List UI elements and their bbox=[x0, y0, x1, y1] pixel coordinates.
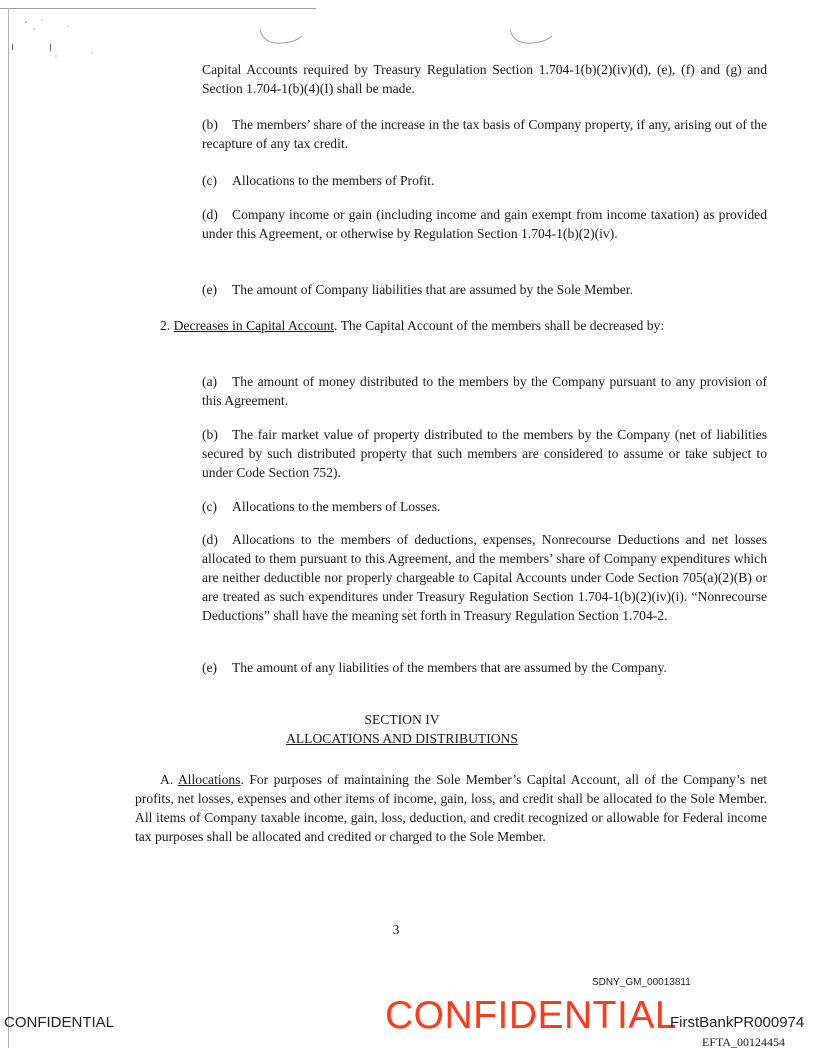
decrease-item-e bbox=[202, 658, 767, 677]
item-text: The amount of any liabilities of the members that are assumed by the Company. bbox=[232, 660, 667, 675]
binding-hole-mark bbox=[508, 24, 554, 46]
continuation-paragraph: Capital Accounts required by Treasury Regulation Section 1.704-1(b)(2)(iv)(d), (e), (f) and (g) and Section 1.704-1(b)(4)(I) shall be made. bbox=[202, 62, 767, 96]
decreases-title: Decreases in Capital Account bbox=[173, 318, 335, 333]
item-label: (e) bbox=[202, 660, 218, 675]
increase-item-c bbox=[202, 171, 767, 190]
increase-item-e bbox=[202, 280, 767, 299]
item-label: (a) bbox=[202, 374, 218, 389]
item-label: (c) bbox=[202, 173, 218, 188]
item-label: (e) bbox=[202, 282, 218, 297]
allocations-title: Allocations bbox=[177, 772, 241, 787]
item-text: The amount of Company liabilities that are assumed by the Sole Member. bbox=[232, 282, 633, 297]
item-text: Allocations to the members of Losses. bbox=[232, 499, 441, 514]
allocations-text: For purposes of maintaining the Sole Member’s Capital Account, all of the Company’s net profits, net losses, expenses and other items of income, gain, loss, and credit shall be allocated to the Sole Member. All items of Company taxable income, gain, loss, deduction, and credit recognized or allowable for Federal income tax purposes shall be allocated and credited or charged to the Sole Member. bbox=[135, 772, 768, 844]
item-text: Allocations to the members of Profit. bbox=[232, 173, 435, 188]
decrease-item-d bbox=[202, 530, 767, 625]
allocations-letter: A. bbox=[160, 772, 174, 787]
section-title: ALLOCATIONS AND DISTRIBUTIONS bbox=[286, 731, 518, 746]
item-label: (c) bbox=[202, 499, 218, 514]
binding-hole-mark bbox=[258, 24, 304, 46]
confidential-label: CONFIDENTIAL bbox=[4, 1014, 115, 1031]
item-label: (b) bbox=[202, 427, 218, 442]
allocations-paragraph: A. Allocations. For purposes of maintaining the Sole Member’s Capital Account, all of the Company’s net profits, net losses, expenses and other items of income, gain, loss, and credit shall be allocated to the Sole Member. All items of Company taxable income, gain, loss, deduction, and credit recognized or allowable for Federal income tax purposes shall be allocated and credited or charged to the Sole Member. bbox=[135, 772, 768, 844]
efta-id: EFTA_00124454 bbox=[702, 1035, 786, 1049]
page-number: 3 bbox=[392, 922, 400, 937]
item-text: The fair market value of property distributed to the members by the Company (net of liabilities secured by such distributed property that such members are considered to assume or take subject to under Code Section 752). bbox=[202, 427, 767, 480]
decrease-item-b bbox=[202, 425, 767, 482]
item-text: The amount of money distributed to the members by the Company pursuant to any provision of this Agreement. bbox=[202, 374, 767, 408]
increase-item-d bbox=[202, 205, 767, 243]
item-label: (b) bbox=[202, 117, 218, 132]
decreases-intro: The Capital Account of the members shall be decreased by: bbox=[340, 318, 665, 333]
item-text: Company income or gain (including income and gain exempt from income taxation) as provided under this Agreement, or otherwise by Regulation Section 1.704-1(b)(2)(iv). bbox=[202, 207, 767, 241]
increase-item-b bbox=[202, 115, 767, 153]
decrease-item-a bbox=[202, 372, 767, 410]
decreases-heading-paragraph: 2. Decreases in Capital Account. The Capital Account of the members shall be decreased by: bbox=[160, 318, 665, 333]
scan-specks bbox=[12, 18, 102, 58]
decreases-number: 2. bbox=[160, 318, 171, 333]
item-label: (d) bbox=[202, 532, 218, 547]
section-number: SECTION IV bbox=[364, 712, 440, 727]
decrease-item-c bbox=[202, 497, 767, 516]
bank-document-id: FirstBankPR000974 bbox=[670, 1014, 805, 1031]
item-text: Allocations to the members of deductions, expenses, Nonrecourse Deductions and net losses allocated to them pursuant to this Agreement, and the members’ share of Company expenditures which are neither deductible nor properly chargeable to Capital Accounts under Code Section 705(a)(2)(B) or are treated as such expenditures under Treasury Regulation Section 1.704-1(b)(2)(iv)(i). “Nonrecourse Deductions” shall have the meaning set forth in Treasury Regulation Section 1.704-2. bbox=[202, 532, 767, 623]
scan-top-rule bbox=[0, 8, 316, 9]
bates-number: SDNY_GM_00013811 bbox=[592, 977, 691, 988]
confidential-stamp: CONFIDENTIAL bbox=[385, 994, 678, 1037]
scan-left-rule bbox=[8, 8, 9, 1048]
item-label: (d) bbox=[202, 207, 218, 222]
item-text: The members’ share of the increase in the tax basis of Company property, if any, arising out of the recapture of any tax credit. bbox=[202, 117, 767, 151]
